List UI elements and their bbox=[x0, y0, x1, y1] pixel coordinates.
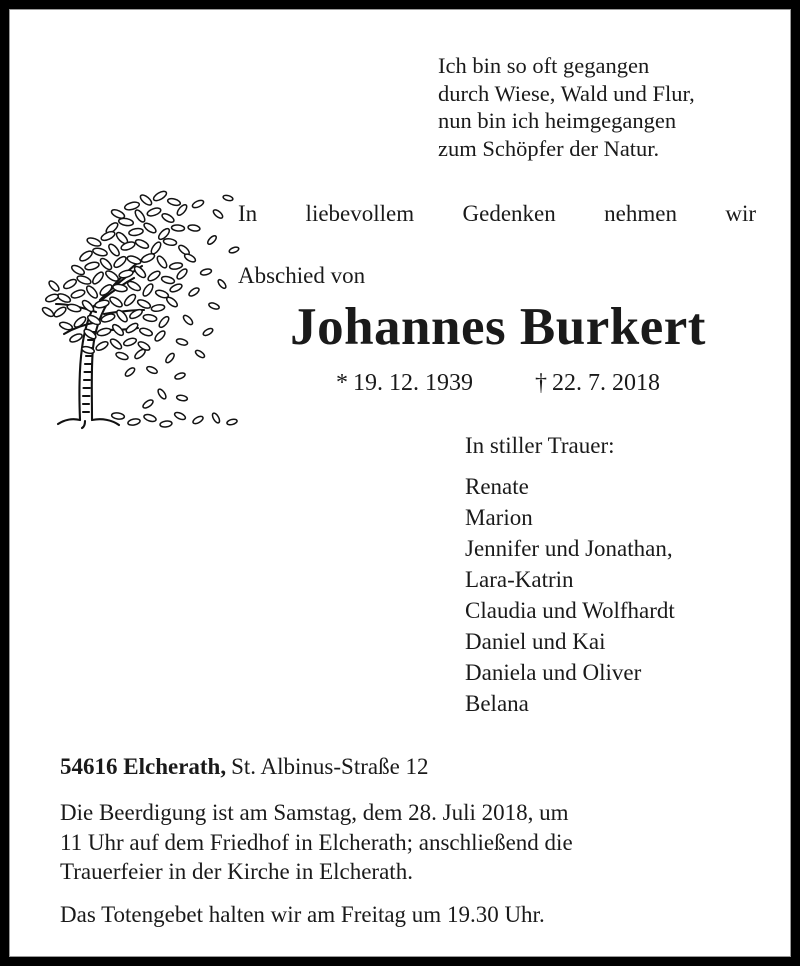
funeral-line-1: Die Beerdigung ist am Samstag, dem 28. Juli 2018, um bbox=[60, 800, 569, 825]
funeral-line-3: Trauerfeier in der Kirche in Elcherath. bbox=[60, 859, 413, 884]
windblown-tree-icon bbox=[22, 180, 247, 430]
prayer-info: Das Totengebet halten wir am Freitag um 19.30 Uhr. bbox=[60, 902, 545, 927]
mourner-name: Claudia und Wolfhardt bbox=[465, 598, 675, 623]
birth-star-icon: * bbox=[336, 370, 348, 396]
cross-icon: † bbox=[535, 370, 547, 396]
address-city: 54616 Elcherath, bbox=[60, 754, 227, 779]
funeral-details bbox=[60, 798, 760, 887]
poem-line-3: nun bin ich heimgegangen bbox=[438, 108, 677, 133]
poem-line-2: durch Wiese, Wald und Flur, bbox=[438, 80, 695, 106]
intro-line-1: In liebevollem Gedenken nehmen wir bbox=[238, 201, 756, 226]
mourner-name: Renate bbox=[465, 474, 529, 499]
birth-date: 19. 12. 1939 bbox=[353, 370, 473, 396]
poem-line-4: zum Schöpfer der Natur. bbox=[438, 135, 660, 161]
death-date-group bbox=[535, 370, 660, 396]
mourner-name: Lara-Katrin bbox=[465, 567, 574, 592]
death-notice-body bbox=[9, 9, 791, 957]
mourner-name: Jennifer und Jonathan, bbox=[465, 536, 673, 561]
deceased-name: Johannes Burkert bbox=[290, 298, 706, 356]
poem-line-1: Ich bin so oft gegangen bbox=[438, 53, 650, 78]
memorial-poem bbox=[438, 52, 768, 162]
mourners-block bbox=[465, 430, 775, 719]
death-date: 22. 7. 2018 bbox=[552, 370, 660, 396]
birth-date-group bbox=[336, 370, 473, 396]
mourners-list bbox=[465, 471, 775, 719]
address-line bbox=[60, 752, 760, 782]
funeral-line-2: 11 Uhr auf dem Friedhof in Elcherath; anschließend die bbox=[60, 829, 573, 855]
mourner-name: Daniel und Kai bbox=[465, 629, 606, 654]
mourner-name: Belana bbox=[465, 691, 529, 716]
life-dates bbox=[238, 368, 758, 398]
mourner-name: Daniela und Oliver bbox=[465, 660, 642, 685]
mourner-name: Marion bbox=[465, 505, 533, 530]
farewell-intro-text bbox=[238, 198, 756, 291]
mourners-heading: In stiller Trauer: bbox=[465, 433, 615, 458]
address-street: St. Albinus-Straße 12 bbox=[231, 754, 429, 779]
intro-line-2: Abschied von bbox=[238, 263, 366, 288]
